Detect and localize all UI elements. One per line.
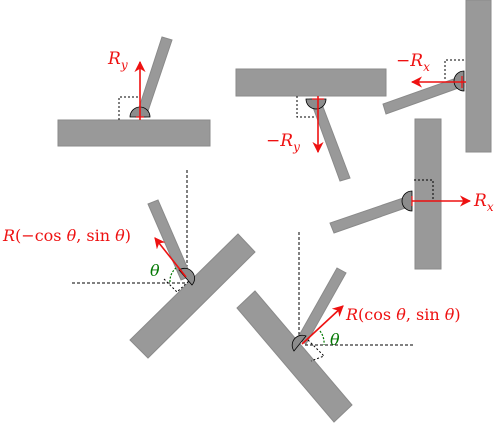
- label-r-neg-cos-sin: R(−cos θ, sin θ): [3, 226, 132, 245]
- panel-downward-reaction: [236, 69, 386, 181]
- horizontal-base-beam: [58, 120, 210, 146]
- panel-angled-reaction-left: [2, 170, 255, 358]
- inclined-rod: [330, 196, 411, 233]
- label-neg-rx: $-R_x$: [396, 51, 430, 74]
- vertical-wall-beam: [466, 0, 491, 152]
- label-rx: $R_x$: [474, 191, 494, 214]
- inclined-base-beam: [130, 234, 255, 358]
- angle-arc-theta: [170, 268, 176, 282]
- inclined-rod: [136, 37, 172, 117]
- vertical-wall-beam: [415, 119, 441, 269]
- label-ry: $R_y$: [108, 49, 128, 72]
- label-theta-left: θ: [150, 261, 160, 280]
- inclined-rod: [310, 99, 350, 181]
- label-neg-ry: $-R_y$: [266, 131, 300, 154]
- label-r-cos-sin: R(cos θ, sin θ): [346, 305, 461, 324]
- horizontal-ceiling-beam: [236, 69, 386, 96]
- angle-arc-theta: [320, 331, 324, 345]
- label-theta-right: θ: [330, 330, 340, 349]
- inclined-base-beam: [237, 291, 352, 422]
- panel-upward-reaction: [58, 37, 210, 146]
